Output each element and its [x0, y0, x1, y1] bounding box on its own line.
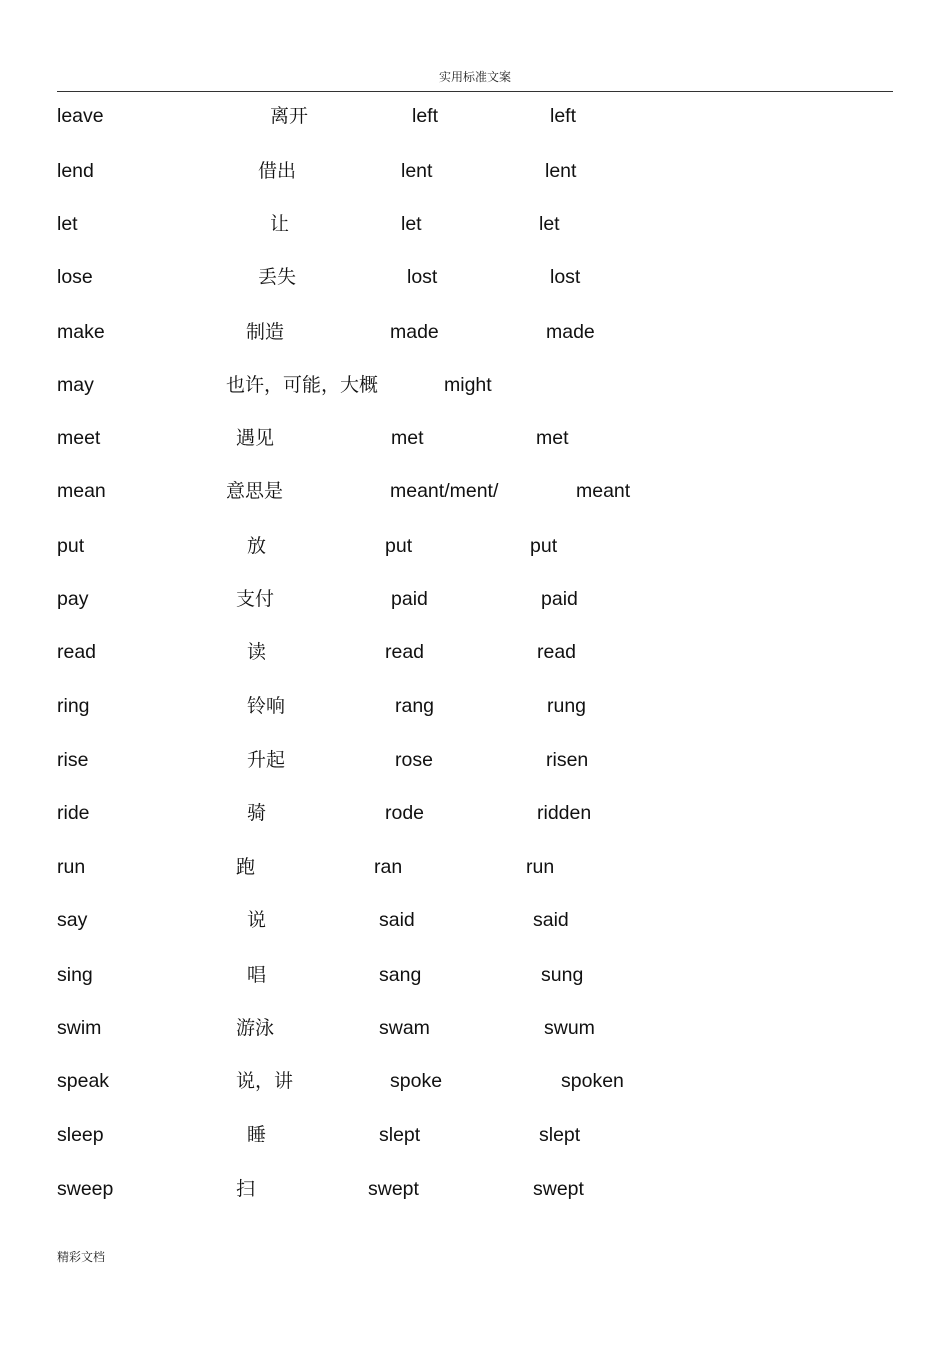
header-title: 实用标准文案 — [438, 70, 511, 84]
verb-past: spoke — [390, 1070, 443, 1092]
verb-meaning: 丢失 — [258, 266, 297, 288]
verb-past: meant/ment/ — [390, 480, 499, 502]
verb-participle: left — [550, 105, 577, 127]
table-row — [0, 531, 950, 561]
verb-participle: let — [539, 213, 560, 235]
verb-participle: put — [530, 535, 558, 557]
verb-meaning: 遇见 — [236, 427, 275, 449]
verb-past: slept — [379, 1124, 421, 1146]
table-row — [0, 209, 950, 239]
verb-base: ring — [57, 695, 90, 717]
verb-meaning: 读 — [247, 641, 267, 663]
verb-past: put — [385, 535, 413, 557]
verb-participle: paid — [541, 588, 578, 610]
verb-meaning: 说 — [247, 909, 267, 931]
verb-past: let — [401, 213, 422, 235]
verb-base: mean — [57, 480, 106, 502]
verb-meaning: 也许，可能，大概 — [226, 374, 379, 396]
verb-meaning: 游泳 — [236, 1017, 275, 1039]
verb-participle: lost — [550, 266, 581, 288]
table-row — [0, 691, 950, 721]
verb-base: sweep — [57, 1178, 114, 1200]
page-footer: 精彩文档 — [57, 1250, 106, 1264]
verb-participle: risen — [546, 749, 589, 771]
verb-past: read — [385, 641, 425, 663]
verb-meaning: 让 — [270, 213, 290, 235]
verb-base: ride — [57, 802, 90, 824]
table-row — [0, 1066, 950, 1096]
table-row — [0, 370, 950, 400]
verb-past: met — [391, 427, 424, 449]
verb-meaning: 骑 — [247, 802, 267, 824]
verb-participle: sung — [541, 964, 584, 986]
verb-base: pay — [57, 588, 89, 610]
verb-meaning: 借出 — [258, 160, 297, 182]
verb-past: swam — [379, 1017, 430, 1039]
table-row — [0, 1120, 950, 1150]
table-row — [0, 156, 950, 186]
verb-past: might — [444, 374, 492, 396]
verb-base: let — [57, 213, 78, 235]
verb-base: say — [57, 909, 88, 931]
table-row — [0, 262, 950, 292]
verb-meaning: 扫 — [236, 1178, 256, 1200]
verb-participle: lent — [545, 160, 577, 182]
verb-base: swim — [57, 1017, 102, 1039]
verb-participle: slept — [539, 1124, 581, 1146]
verb-base: sleep — [57, 1124, 104, 1146]
verb-past: lost — [407, 266, 438, 288]
verb-participle: spoken — [561, 1070, 624, 1092]
verb-participle: read — [537, 641, 577, 663]
verb-past: lent — [401, 160, 433, 182]
verb-past: rang — [395, 695, 435, 717]
verb-base: lose — [57, 266, 93, 288]
table-row — [0, 852, 950, 882]
table-row — [0, 317, 950, 347]
verb-base: put — [57, 535, 85, 557]
table-row — [0, 960, 950, 990]
verb-past: left — [412, 105, 439, 127]
verb-past: made — [390, 321, 439, 343]
table-row — [0, 745, 950, 775]
table-row — [0, 423, 950, 453]
verb-past: said — [379, 909, 415, 931]
verb-participle: ridden — [537, 802, 592, 824]
header-divider — [57, 91, 893, 92]
verb-meaning: 支付 — [236, 588, 275, 610]
verb-participle: met — [536, 427, 569, 449]
table-row — [0, 584, 950, 614]
verb-meaning: 睡 — [247, 1124, 267, 1146]
verb-base: speak — [57, 1070, 110, 1092]
verb-base: rise — [57, 749, 89, 771]
verb-participle: said — [533, 909, 569, 931]
verb-participle: run — [526, 856, 555, 878]
verb-base: meet — [57, 427, 101, 449]
verb-meaning: 意思是 — [226, 480, 284, 502]
table-row — [0, 476, 950, 506]
verb-base: leave — [57, 105, 104, 127]
verb-participle: made — [546, 321, 595, 343]
verb-past: sang — [379, 964, 422, 986]
table-row — [0, 905, 950, 935]
verb-participle: rung — [547, 695, 587, 717]
verb-base: may — [57, 374, 94, 396]
verb-base: read — [57, 641, 97, 663]
verb-past: ran — [374, 856, 403, 878]
verb-meaning: 铃响 — [247, 695, 286, 717]
verb-meaning: 唱 — [247, 964, 267, 986]
verb-base: make — [57, 321, 105, 343]
table-row — [0, 637, 950, 667]
verb-participle: swum — [544, 1017, 595, 1039]
verb-meaning: 升起 — [247, 749, 286, 771]
table-row — [0, 1174, 950, 1204]
verb-base: sing — [57, 964, 93, 986]
verb-past: swept — [368, 1178, 419, 1200]
verb-past: rode — [385, 802, 425, 824]
verb-participle: swept — [533, 1178, 584, 1200]
table-row — [0, 1013, 950, 1043]
table-row — [0, 101, 950, 131]
verb-meaning: 放 — [247, 535, 267, 557]
verb-participle: meant — [576, 480, 631, 502]
verb-meaning: 离开 — [270, 105, 309, 127]
verb-past: rose — [395, 749, 433, 771]
verb-past: paid — [391, 588, 428, 610]
table-row — [0, 798, 950, 828]
verb-base: run — [57, 856, 86, 878]
verb-base: lend — [57, 160, 94, 182]
verb-meaning: 说，讲 — [236, 1070, 294, 1092]
verb-meaning: 跑 — [236, 856, 256, 878]
verb-meaning: 制造 — [246, 321, 285, 343]
